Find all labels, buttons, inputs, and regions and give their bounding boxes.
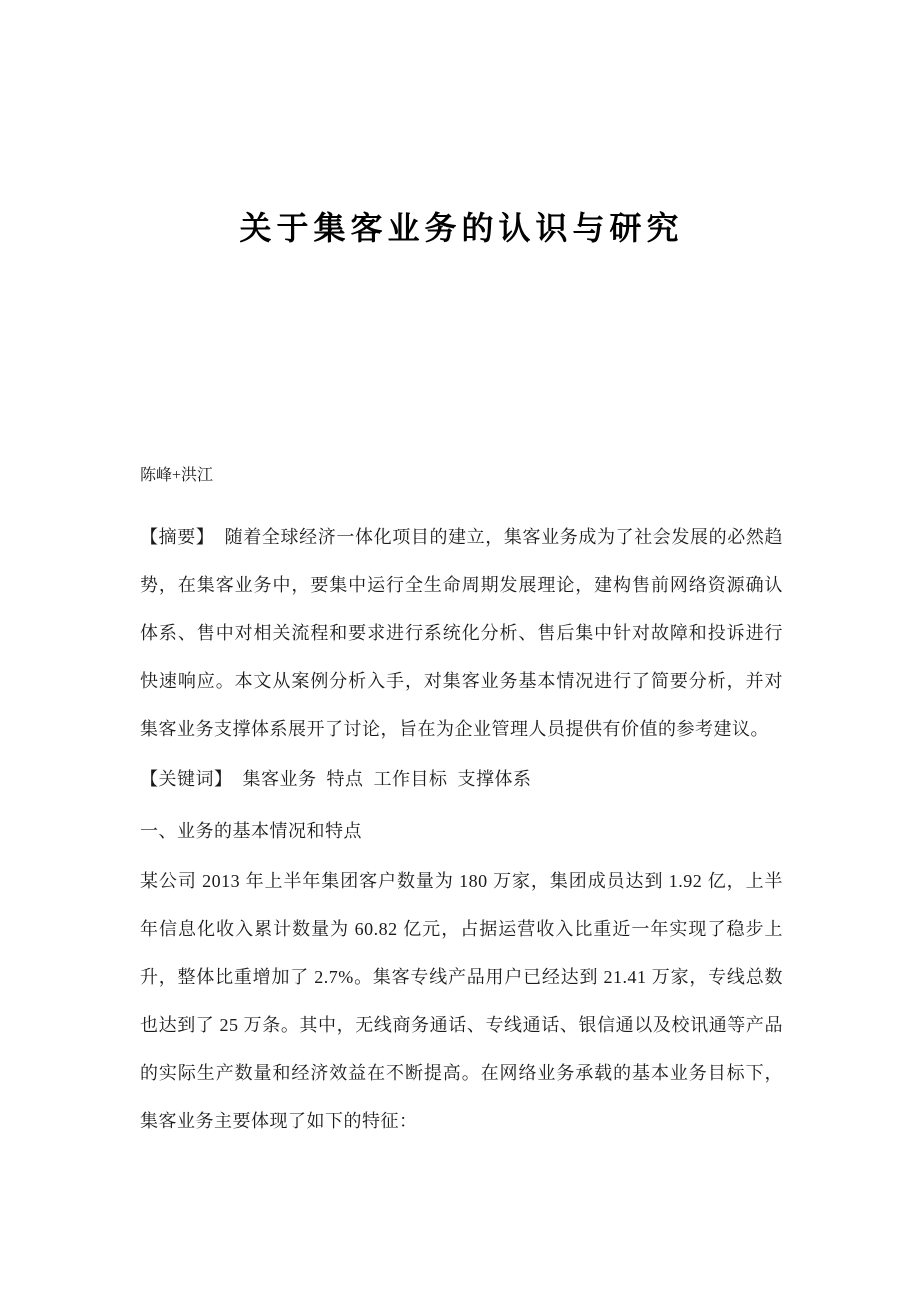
section-heading: 一、业务的基本情况和特点 — [140, 821, 362, 841]
author-line: 陈峰+洪江 — [140, 467, 214, 484]
page-title: 关于集客业务的认识与研究 — [239, 209, 684, 247]
body-paragraph: 某公司 2013 年上半年集团客户数量为 180 万家，集团成员达到 1.92 亿，上半年信息化收入累计数量为 60.82 亿元，占据运营收入比重近一年实现了稳步上升，整体比重增加了 2.7%。集客专线产品用户已经达到 21.41 万家，专线总数也达到了 25 万条。其中，无线商务通话、专线通话、银信通以及校讯通等产品的实际生产数量和经济效益在不断提高。在网络业务承载的基本业务目标下，集客业务主要体现了如下的特征： — [140, 871, 783, 1131]
keywords-line: 【关键词】 集客业务 特点 工作目标 支撑体系 — [140, 769, 532, 789]
abstract-paragraph: 【摘要】 随着全球经济一体化项目的建立，集客业务成为了社会发展的必然趋势，在集客业务中，要集中运行全生命周期发展理论，建构售前网络资源确认体系、售中对相关流程和要求进行系统化分析、售后集中针对故障和投诉进行快速响应。本文从案例分析入手，对集客业务基本情况进行了简要分析，并对集客业务支撑体系展开了讨论，旨在为企业管理人员提供有价值的参考建议。 — [140, 527, 783, 739]
